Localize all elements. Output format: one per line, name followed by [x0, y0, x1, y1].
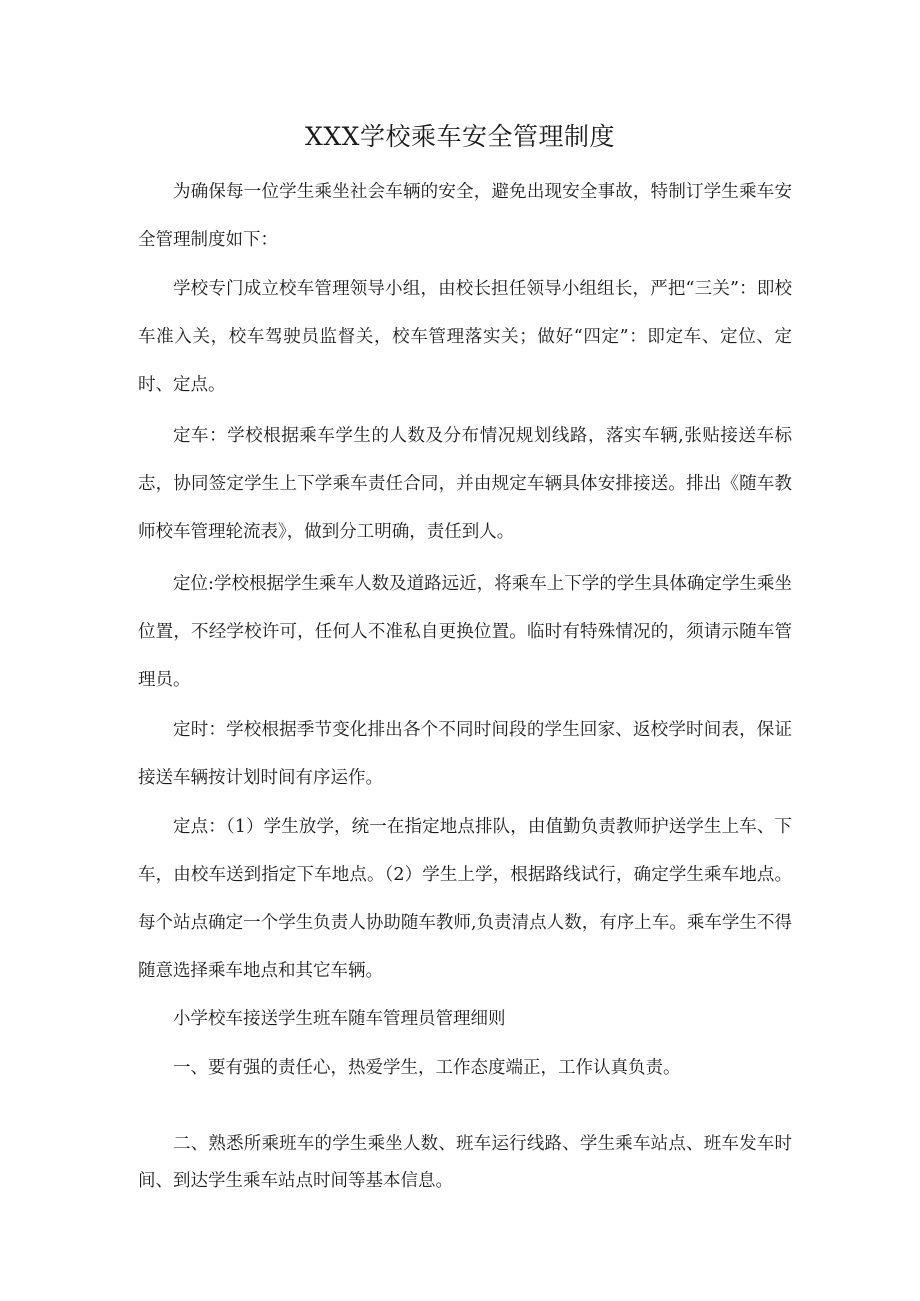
document-title: XXX学校乘车安全管理制度 [305, 122, 615, 151]
paragraph-intro: 为确保每一位学生乘坐社会车辆的安全，避免出现安全事故，特制订学生乘车安全管理制度如下： [138, 182, 792, 250]
paragraph-fixed-vehicle: 定车：学校根据乘车学生的人数及分布情况规划线路，落实车辆,张贴接送车标志，协同签定学生上下学乘车责任合同，并由规定车辆具体安排接送。排出《随车教师校车管理轮流表》，做到分工明确，责任到人。 [138, 426, 792, 542]
section-heading-rules: 小学校车接送学生班车随车管理员管理细则 [173, 1009, 506, 1029]
paragraph-fixed-time: 定时：学校根据季节变化排出各个不同时间段的学生回家、返校学时间表，保证接送车辆按计划时间有序运作。 [138, 720, 792, 788]
rule-item-1: 一、要有强的责任心，热爱学生，工作态度端正，工作认真负责。 [173, 1058, 681, 1078]
paragraph-fixed-seat: 定位:学校根据学生乘车人数及道路远近，将乘车上下学的学生具体确定学生乘坐位置，不经学校许可，任何人不准私自更换位置。临时有特殊情况的，须请示随车管理员。 [138, 574, 792, 690]
rule-item-2: 二、熟悉所乘班车的学生乘坐人数、班车运行线路、学生乘车站点、班车发车时间、到达学生乘车站点时间等基本信息。 [138, 1134, 792, 1191]
paragraph-fixed-stop: 定点：（1）学生放学，统一在指定地点排队，由值勤负责教师护送学生上车、下车，由校车送到指定下车地点。（2）学生上学，根据路线试行，确定学生乘车地点。每个站点确定一个学生负责人协助随车教师,负责清点人数，有序上车。乘车学生不得随意选择乘车地点和其它车辆。 [138, 817, 792, 981]
paragraph-leadership: 学校专门成立校车管理领导小组，由校长担任领导小组组长，严把“三关”：即校车准入关，校车驾驶员监督关，校车管理落实关；做好“四定”：即定车、定位、定时、定点。 [138, 279, 792, 395]
